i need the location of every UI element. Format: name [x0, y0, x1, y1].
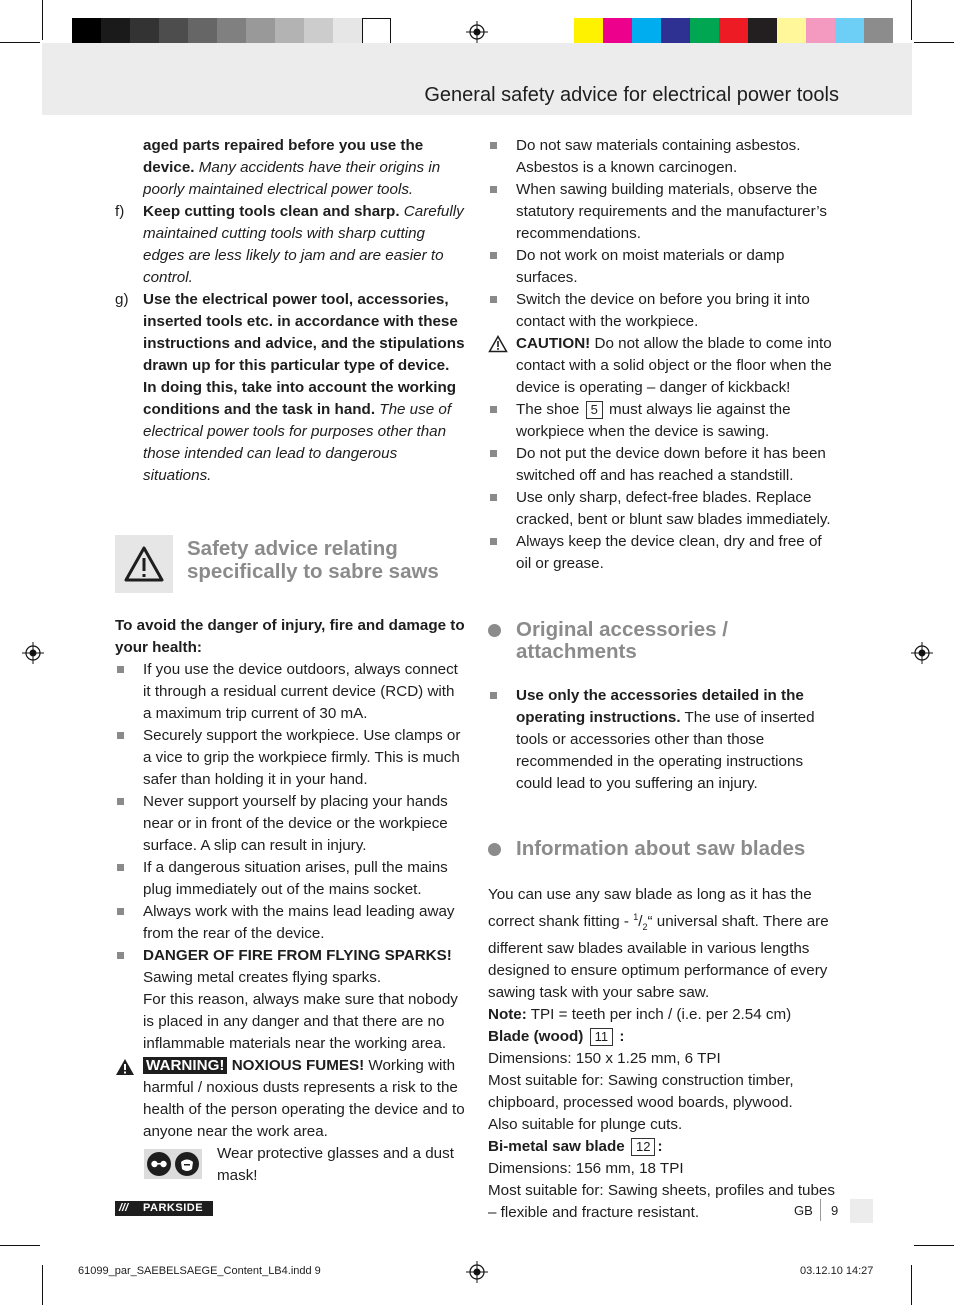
- footer-divider: [820, 1199, 821, 1221]
- color-swatch: [101, 18, 130, 46]
- bullet-icon: [490, 450, 497, 457]
- registration-mark-icon: [22, 642, 44, 664]
- logo-stripes-icon: ///: [119, 1202, 129, 1214]
- slug-date: 03.12.10 14:27: [800, 1265, 874, 1277]
- list-item-warning: WARNING! NOXIOUS FUMES! Working with harmful / noxious dusts represents a risk to the health of the person operating the device and to anyone near the work area.: [115, 1055, 467, 1143]
- color-swatch: [806, 18, 835, 46]
- list-item: Do not put the device down before it has been switched off and has reached a standstill.: [488, 443, 840, 487]
- footer-page-number: 9: [831, 1203, 839, 1218]
- footer-language: GB: [794, 1203, 813, 1218]
- list-item: Always keep the device clean, dry and free of oil or grease.: [488, 531, 840, 575]
- bullet-icon: [490, 252, 497, 259]
- registration-mark-icon: [911, 642, 933, 664]
- bullet-icon: [117, 666, 124, 673]
- list-item-f: f) Keep cutting tools clean and sharp. Carefully maintained cutting tools with sharp cutting edges are less likely to jam and are easier to control.: [115, 203, 464, 286]
- color-swatch: [603, 18, 632, 46]
- color-swatch: [304, 18, 333, 46]
- note: Note: TPI = teeth per inch / (i.e. per 2.54 cm): [488, 1006, 792, 1024]
- bullet-icon: [117, 864, 124, 871]
- color-swatch: [574, 18, 603, 46]
- list-item: When sawing building materials, observe the statutory requirements and the manufacturer’s recommendations.: [488, 179, 840, 245]
- bullet-icon: [117, 798, 124, 805]
- bullet-icon: [490, 142, 497, 149]
- registration-mark-icon: [466, 1261, 488, 1283]
- blade-wood-label: Blade (wood) 11 :: [488, 1028, 625, 1046]
- section-heading-sabre-saws: Safety advice relating specifically to sabre saws: [115, 535, 467, 593]
- color-swatch: [333, 18, 362, 46]
- color-swatch: [835, 18, 864, 46]
- color-swatch: [661, 18, 690, 46]
- color-swatch: [217, 18, 246, 46]
- bullet-icon: [490, 692, 497, 699]
- right-column: [488, 135, 840, 1224]
- list-item: Use only sharp, defect-free blades. Replace cracked, bent or blunt saw blades immediately.: [488, 487, 840, 531]
- process-color-bar: [574, 18, 893, 46]
- bullet-icon: [490, 186, 497, 193]
- list-item-shoe: The shoe 5 must always lie against the workpiece when the device is sawing.: [488, 399, 840, 443]
- list-item: Never support yourself by placing your hands near or in front of the device or the workpiece surface. A slip can result in injury.: [115, 791, 467, 857]
- footer-page-tab: [850, 1199, 873, 1223]
- color-swatch: [246, 18, 275, 46]
- caution-icon: [488, 335, 508, 353]
- grayscale-color-bar: [72, 18, 391, 46]
- intro-bold: To avoid the danger of injury, fire and damage to your health:: [115, 617, 465, 656]
- dust-mask-icon: [174, 1151, 200, 1177]
- crop-mark: [911, 1265, 912, 1305]
- blade-wood-suitability: Most suitable for: Sawing construction timber, chipboard, processed wood boards, plywood.: [488, 1072, 794, 1112]
- color-swatch: [632, 18, 661, 46]
- list-item-fire: DANGER OF FIRE FROM FLYING SPARKS! Sawing metal creates flying sparks. For this reason, always make sure that nobody is placed in any danger and that there are no inflammable materials near the working area.: [115, 945, 467, 1055]
- safety-glasses-icon: [146, 1151, 172, 1177]
- list-item: Always work with the mains lead leading away from the rear of the device.: [115, 901, 467, 945]
- crop-mark: [0, 42, 40, 43]
- list-item: Securely support the workpiece. Use clamps or a vice to grip the workpiece firmly. This is much safer than holding it in your hand.: [115, 725, 467, 791]
- color-swatch: [130, 18, 159, 46]
- left-column: [115, 135, 467, 1187]
- bullet-dot-icon: [488, 624, 501, 637]
- blade-bimetal-dimensions: Dimensions: 156 mm, 18 TPI: [488, 1160, 684, 1178]
- color-swatch: [777, 18, 806, 46]
- heading-saw-blades: Information about saw blades: [488, 838, 840, 860]
- color-swatch: [748, 18, 777, 46]
- blade-bimetal-suitability: Most suitable for: Sawing sheets, profiles and tubes – flexible and fracture resistant.: [488, 1182, 835, 1222]
- bullet-icon: [117, 908, 124, 915]
- page-title: General safety advice for electrical power tools: [424, 84, 839, 106]
- crop-mark: [914, 1245, 954, 1246]
- paragraph-saw-blades: You can use any saw blade as long as it has the correct shank fitting - $^1/_2“$ universal shaft. There are different saw blades available in various lengths designed to ensure optimum performance of every sawing task with your sabre saw.: [488, 886, 829, 1002]
- color-swatch: [72, 18, 101, 46]
- list-item-caution: CAUTION! Do not allow the blade to come into contact with a solid object or the floor when the device is operating – danger of kickback!: [488, 333, 840, 399]
- crop-mark: [42, 0, 43, 40]
- bullet-icon: [490, 406, 497, 413]
- brand-logo: /// PARKSIDE: [115, 1201, 213, 1216]
- bullet-icon: [490, 494, 497, 501]
- color-swatch: [188, 18, 217, 46]
- blade-wood-dimensions: Dimensions: 150 x 1.25 mm, 6 TPI: [488, 1050, 721, 1068]
- list-item: If you use the device outdoors, always connect it through a residual current device (RCD) with a maximum trip current of 30 mA.: [115, 659, 467, 725]
- color-swatch: [159, 18, 188, 46]
- left-bullet-list: [115, 659, 467, 945]
- list-item-accessories: Use only the accessories detailed in the operating instructions. The use of inserted tools or accessories other than those recommended in the operating instructions could lead to you suffering an injury.: [488, 685, 840, 795]
- paragraph-maintenance: aged parts repaired before you use the device. Many accidents have their origins in poorly maintained electrical power tools.: [143, 137, 441, 198]
- crop-mark: [914, 42, 954, 43]
- bullet-icon: [490, 296, 497, 303]
- list-item-g: g) Use the electrical power tool, accessories, inserted tools etc. in accordance with these instructions and advice, and the stipulations drawn up for this particular type of device. In doing this, take into account the working conditions and the task in hand. The use of electrical power tools for purposes other than those intended can lead to dangerous situations.: [115, 291, 465, 484]
- bullet-icon: [117, 952, 124, 959]
- bullet-icon: [117, 732, 124, 739]
- crop-mark: [0, 1245, 40, 1246]
- list-item: Do not saw materials containing asbestos. Asbestos is a known carcinogen.: [488, 135, 840, 179]
- bullet-dot-icon: [488, 843, 501, 856]
- color-swatch: [275, 18, 304, 46]
- blade-bimetal-label: Bi-metal saw blade 12 :: [488, 1138, 663, 1156]
- slug-file: 61099_par_SAEBELSAEGE_Content_LB4.indd 9: [78, 1265, 321, 1277]
- list-item: If a dangerous situation arises, pull the mains plug immediately out of the mains socket.: [115, 857, 467, 901]
- color-swatch: [362, 18, 391, 46]
- warning-icon: [115, 535, 173, 593]
- ppe-icons: [144, 1149, 202, 1179]
- color-swatch: [690, 18, 719, 46]
- bullet-icon: [490, 538, 497, 545]
- color-swatch: [864, 18, 893, 46]
- heading-accessories: Original accessories / attachments: [488, 619, 840, 663]
- color-swatch: [719, 18, 748, 46]
- right-bullet-list: [488, 135, 840, 333]
- list-item: Switch the device on before you bring it into contact with the workpiece.: [488, 289, 840, 333]
- crop-mark: [42, 1265, 43, 1305]
- registration-mark-icon: [466, 21, 488, 43]
- warning-icon: [115, 1058, 135, 1076]
- ppe-note: Wear protective glasses and a dust mask!: [115, 1143, 467, 1187]
- crop-mark: [911, 0, 912, 40]
- right-bullet-list-2: [488, 443, 840, 575]
- blade-wood-also: Also suitable for plunge cuts.: [488, 1116, 683, 1134]
- list-item: Do not work on moist materials or damp surfaces.: [488, 245, 840, 289]
